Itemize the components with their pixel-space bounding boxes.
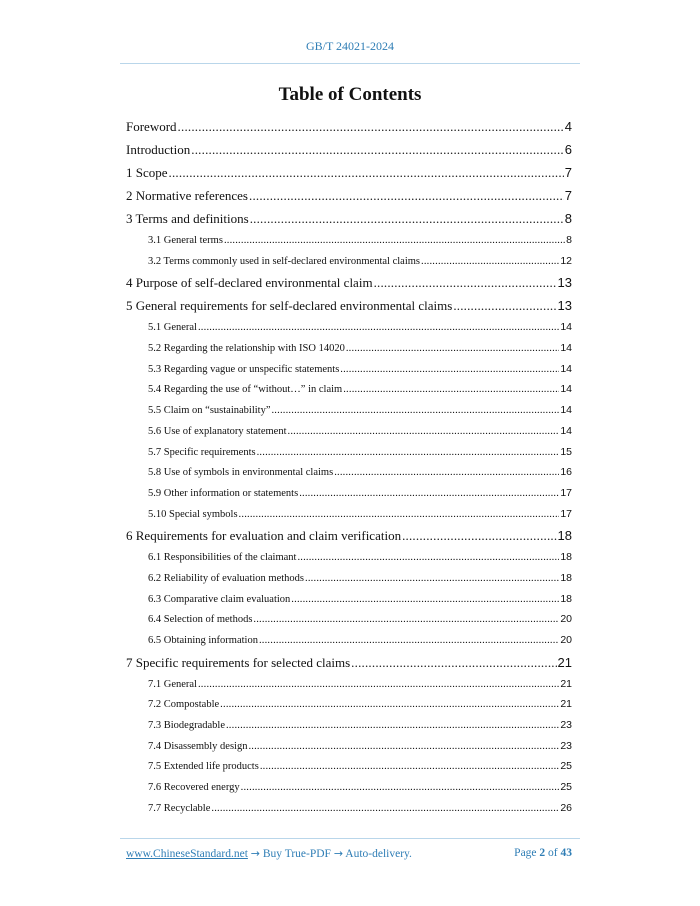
toc-entry[interactable]: [126, 483, 572, 504]
toc-entry-label: 7 Specific requirements for selected claims: [126, 654, 351, 670]
toc-dot-leader: [340, 360, 559, 380]
toc-entry-label: 6.3 Comparative claim evaluation: [148, 593, 291, 605]
page-indicator: Page 2 of 43: [514, 847, 572, 859]
toc-entry[interactable]: [126, 504, 572, 525]
toc-entry-page: 17: [560, 486, 572, 499]
toc-entry-page: 4: [564, 119, 572, 134]
toc-entry[interactable]: [126, 421, 572, 442]
toc-entry-page: 21: [560, 698, 572, 711]
toc-entry-page: 8: [564, 211, 572, 226]
toc-dot-leader: [346, 339, 559, 359]
toc-entry-page: 25: [560, 760, 572, 773]
toc-entry[interactable]: [126, 524, 572, 547]
standard-number: GB/T 24021-2024: [305, 39, 395, 53]
current-page: 2: [539, 847, 546, 859]
toc-entry[interactable]: [126, 715, 572, 736]
toc-entry-label: 5.5 Claim on “sustainability”: [148, 405, 271, 417]
toc-dot-leader: [299, 484, 559, 504]
toc-entry-page: 7: [564, 165, 572, 180]
toc-entry[interactable]: [126, 230, 572, 251]
toc-entry-page: 16: [560, 466, 572, 479]
toc-entry-label: 7.5 Extended life products: [148, 761, 259, 773]
toc-entry-label: 6 Requirements for evaluation and claim verification: [126, 528, 402, 544]
toc-entry[interactable]: [126, 115, 572, 138]
site-link[interactable]: www.ChineseStandard.net: [126, 848, 248, 860]
toc-entry[interactable]: [126, 294, 572, 317]
toc-dot-leader: [253, 610, 559, 630]
buy-text: Buy True-PDF: [262, 848, 331, 860]
toc-entry-page: 13: [557, 275, 572, 291]
toc-entry-page: 21: [560, 677, 572, 690]
toc-dot-leader: [224, 231, 565, 251]
toc-entry-label: 5.2 Regarding the relationship with ISO 14020: [148, 343, 345, 355]
toc-dot-leader: [198, 318, 559, 338]
toc-entry-label: 6.2 Reliability of evaluation methods: [148, 572, 305, 584]
toc-dot-leader: [226, 716, 559, 736]
toc-entry[interactable]: [126, 462, 572, 483]
toc-dot-leader: [249, 184, 564, 207]
toc-entry-label: 3 Terms and definitions: [126, 211, 249, 226]
toc-entry-label: 7.2 Compostable: [148, 699, 220, 711]
toc-dot-leader: [211, 799, 559, 819]
arrow-right-icon: →: [250, 847, 260, 860]
toc-dot-leader: [291, 590, 559, 610]
total-pages: 43: [560, 847, 572, 859]
toc-entry-page: 23: [560, 719, 572, 732]
toc-entry[interactable]: [126, 798, 572, 819]
header-divider: [120, 63, 580, 64]
toc-entry[interactable]: [126, 359, 572, 380]
toc-entry-label: 5.10 Special symbols: [148, 508, 238, 520]
toc-entry-label: 5 General requirements for self-declared environmental claims: [126, 298, 453, 314]
toc-entry-label: 5.7 Specific requirements: [148, 446, 256, 458]
toc-entry-label: 6.5 Obtaining information: [148, 635, 258, 646]
page-header: [0, 39, 700, 54]
toc-dot-leader: [297, 548, 559, 568]
toc-entry[interactable]: [126, 138, 572, 161]
table-of-contents: [126, 115, 572, 819]
toc-dot-leader: [220, 695, 559, 715]
toc-entry-page: 18: [560, 551, 572, 564]
toc-entry[interactable]: [126, 207, 572, 230]
toc-dot-leader: [191, 138, 564, 161]
toc-entry-page: 8: [566, 234, 572, 246]
toc-dot-leader: [288, 422, 560, 442]
toc-entry[interactable]: [126, 589, 572, 610]
toc-entry-label: Introduction: [126, 142, 191, 157]
toc-dot-leader: [248, 737, 559, 757]
toc-entry-page: 25: [560, 781, 572, 794]
toc-dot-leader: [271, 401, 559, 421]
toc-entry[interactable]: [126, 630, 572, 651]
toc-dot-leader: [239, 505, 560, 525]
toc-entry-label: 5.6 Use of explanatory statement: [148, 425, 287, 437]
toc-dot-leader: [260, 757, 560, 777]
toc-entry[interactable]: [126, 674, 572, 695]
toc-entry-page: 14: [560, 321, 572, 334]
toc-entry-label: 5.3 Regarding vague or unspecific statements: [148, 363, 340, 375]
toc-entry-page: 18: [560, 571, 572, 584]
toc-entry-page: 13: [557, 298, 572, 314]
toc-entry-label: 3.1 General terms: [148, 235, 223, 246]
toc-entry-page: 7: [564, 188, 572, 203]
toc-entry-page: 23: [560, 739, 572, 752]
toc-entry-label: 7.7 Recyclable: [148, 802, 211, 814]
toc-dot-leader: [241, 778, 560, 798]
toc-entry-label: 5.4 Regarding the use of “without…” in claim: [148, 384, 343, 396]
toc-entry[interactable]: [126, 184, 572, 207]
toc-entry[interactable]: [126, 694, 572, 715]
toc-entry[interactable]: [126, 251, 572, 272]
toc-dot-leader: [305, 569, 559, 589]
toc-entry-label: 7.4 Disassembly design: [148, 740, 248, 752]
toc-entry[interactable]: [126, 756, 572, 777]
toc-entry-label: 6.1 Responsibilities of the claimant: [148, 552, 297, 564]
toc-dot-leader: [198, 675, 559, 695]
toc-entry-label: 7.6 Recovered energy: [148, 782, 240, 794]
toc-dot-leader: [250, 207, 564, 230]
page-title: Table of Contents: [278, 84, 422, 105]
toc-entry-page: 21: [557, 654, 572, 670]
toc-entry-page: 14: [560, 424, 572, 437]
toc-entry-page: 6: [564, 142, 572, 157]
toc-dot-leader: [374, 271, 557, 294]
toc-entry[interactable]: [126, 271, 572, 294]
toc-entry[interactable]: [126, 547, 572, 568]
toc-entry-page: 20: [560, 613, 572, 626]
toc-entry[interactable]: [126, 400, 572, 421]
toc-entry-page: 26: [560, 801, 572, 814]
toc-entry[interactable]: [126, 338, 572, 359]
page-footer: [126, 847, 572, 860]
toc-dot-leader: [421, 252, 559, 272]
toc-entry[interactable]: [126, 442, 572, 463]
toc-entry[interactable]: [126, 161, 572, 184]
toc-entry-page: 18: [557, 528, 572, 544]
toc-dot-leader: [453, 294, 556, 317]
toc-entry[interactable]: [126, 777, 572, 798]
toc-entry[interactable]: [126, 379, 572, 400]
toc-entry[interactable]: [126, 317, 572, 338]
footer-left: [126, 847, 412, 860]
toc-entry[interactable]: [126, 609, 572, 630]
toc-entry[interactable]: [126, 568, 572, 589]
toc-entry-page: 15: [560, 445, 572, 458]
toc-dot-leader: [257, 443, 560, 463]
toc-entry-page: 14: [560, 342, 572, 355]
arrow-right-icon: →: [333, 847, 344, 860]
toc-entry-label: Foreword: [126, 119, 177, 134]
delivery-text: Auto-delivery.: [345, 848, 412, 860]
toc-entry-label: 3.2 Terms commonly used in self-declared environmental claims: [148, 255, 420, 267]
footer-divider: [120, 838, 580, 839]
toc-entry-page: 18: [560, 592, 572, 605]
toc-entry-page: 14: [560, 404, 572, 417]
toc-entry-label: 4 Purpose of self-declared environmental claim: [126, 275, 373, 291]
toc-entry-label: 7.1 General: [148, 678, 197, 690]
toc-entry-label: 5.9 Other information or statements: [148, 487, 299, 499]
toc-entry-label: 6.4 Selection of methods: [148, 614, 253, 626]
toc-dot-leader: [343, 380, 559, 400]
toc-dot-leader: [402, 524, 556, 547]
toc-entry[interactable]: [126, 736, 572, 757]
toc-entry-page: 12: [560, 254, 572, 267]
toc-entry-page: 20: [560, 634, 572, 646]
toc-dot-leader: [178, 115, 564, 138]
toc-entry-page: 14: [560, 383, 572, 396]
toc-entry-label: 5.1 General: [148, 322, 197, 334]
toc-entry-page: 14: [560, 362, 572, 375]
toc-dot-leader: [351, 651, 556, 674]
toc-dot-leader: [334, 463, 559, 483]
toc-entry-label: 5.8 Use of symbols in environmental claims: [148, 467, 334, 479]
toc-entry-label: 1 Scope: [126, 165, 168, 180]
toc-entry-page: 17: [560, 507, 572, 520]
toc-dot-leader: [169, 161, 564, 184]
toc-entry-label: 7.3 Biodegradable: [148, 720, 225, 732]
toc-dot-leader: [259, 631, 559, 651]
toc-entry-label: 2 Normative references: [126, 188, 248, 203]
toc-entry[interactable]: [126, 651, 572, 674]
